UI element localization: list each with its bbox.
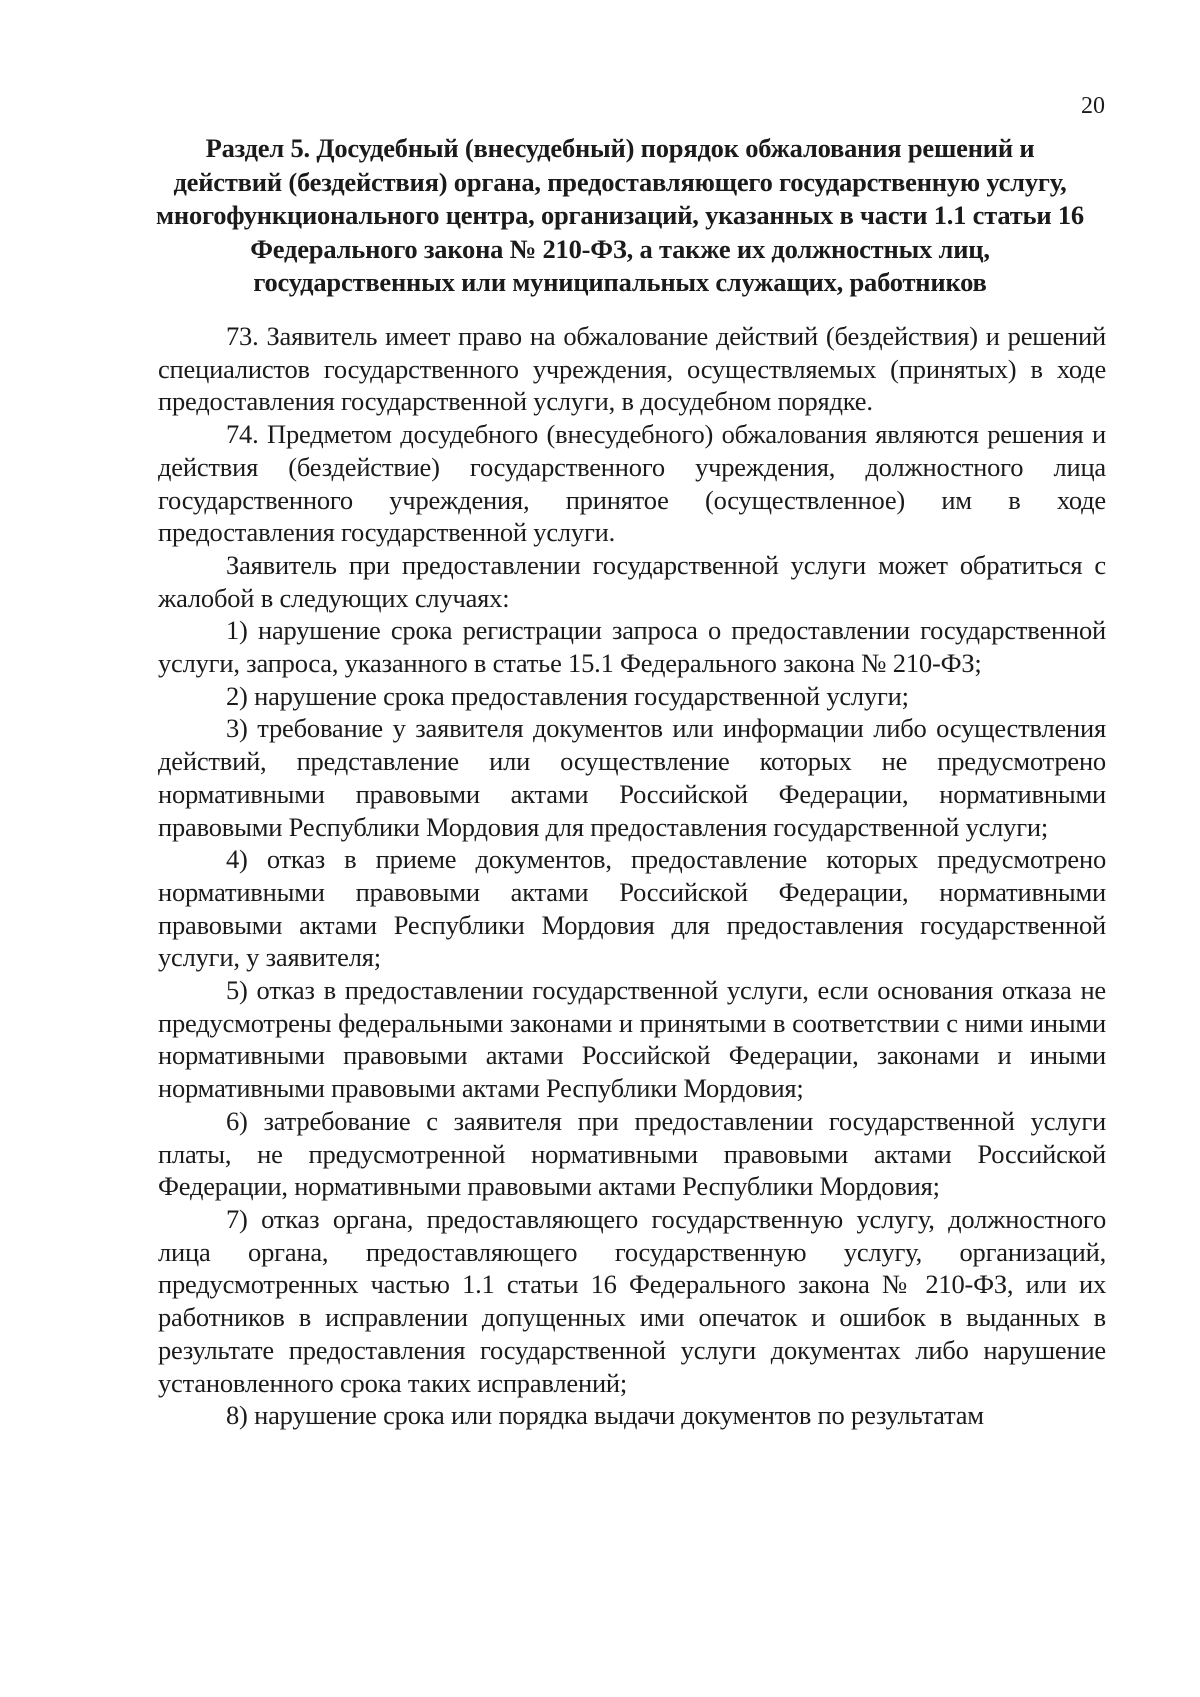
document-body	[158, 320, 1106, 1432]
page-number: 20	[1081, 93, 1105, 119]
list-item-3: 3) требование у заявителя документов или информации либо осуществления действий, представление или осуществление которых не предусмотрено нормативными правовыми актами Российской Федерации, нормативными правовыми Республики Мордовия для предоставления государственной услуги;	[158, 713, 1106, 842]
list-item-4: 4) отказ в приеме документов, предоставление которых предусмотрено нормативными правовыми актами Российской Федерации, нормативными правовыми актами Республики Мордовия для предоставления государственной услуги, у заявителя;	[158, 844, 1106, 973]
paragraph-73: 73. Заявитель имеет право на обжалование действий (бездействия) и решений специалистов государственного учреждения, осуществляемых (принятых) в ходе предоставления государственной услуги, в досудебном порядке.	[158, 321, 1106, 417]
paragraph-complaint-cases-intro: Заявитель при предоставлении государственной услуги может обратиться с жалобой в следующих случаях:	[158, 549, 1106, 613]
list-item-8: 8) нарушение срока или порядка выдачи документов по результатам	[226, 1400, 984, 1431]
list-item-7: 7) отказ органа, предоставляющего государственную услугу, должностного лица органа, предоставляющего государственную услугу, организаций, предусмотренных частью 1.1 статьи 16 Федерального закона № 210-ФЗ, или их работников в исправлении допущенных ими опечаток и ошибок в выданных в результате предоставления государственной услуги документах либо нарушение установленного срока таких исправлений;	[158, 1203, 1106, 1398]
paragraph-74: 74. Предметом досудебного (внесудебного) обжалования являются решения и действия (бездействие) государственного учреждения, должностного лица государственного учреждения, принятое (осуществленное) им в ходе предоставления государственной услуги.	[158, 419, 1106, 548]
list-item-1: 1) нарушение срока регистрации запроса о предоставлении государственной услуги, запроса, указанного в статье 15.1 Федерального закона № 210-ФЗ;	[158, 615, 1106, 679]
section-heading: Раздел 5. Досудебный (внесудебный) порядок обжалования решений и действий (бездействия) органа, предоставляющего государственную услугу, многофункционального центра, организаций, указанных в части 1.1 статьи 16 Федерального закона № 210-ФЗ, а также их должностных лиц, государственных или муниципальных служащих, работников	[156, 133, 1084, 297]
list-item-6: 6) затребование с заявителя при предоставлении государственной услуги платы, не предусмотренной нормативными правовыми актами Российской Федерации, нормативными правовыми актами Республики Мордовия;	[158, 1105, 1106, 1202]
list-item-5: 5) отказ в предоставлении государственной услуги, если основания отказа не предусмотрены федеральными законами и принятыми в соответствии с ними иными нормативными правовыми актами Российской Федерации, законами и иными нормативными правовыми актами Республики Мордовия;	[158, 975, 1106, 1104]
list-item-2: 2) нарушение срока предоставления государственной услуги;	[226, 680, 909, 711]
